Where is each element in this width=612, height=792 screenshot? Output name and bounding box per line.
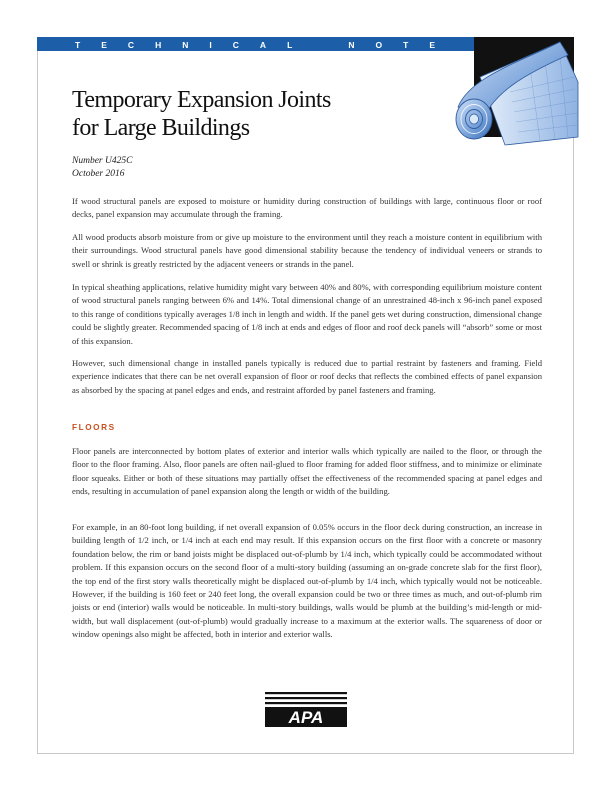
technical-note-letters — [75, 39, 435, 50]
band-letter: O — [375, 39, 383, 50]
band-letter: N — [348, 39, 355, 50]
page-title — [72, 86, 432, 142]
document-date: October 2016 — [72, 169, 125, 179]
band-letter: H — [155, 39, 162, 50]
band-letter: C — [232, 39, 239, 50]
title-line: Temporary Expansion Joints — [72, 87, 331, 113]
document-number: Number U425C — [72, 156, 133, 166]
band-letter: N — [182, 39, 189, 50]
intro-paragraph: If wood structural panels are exposed to moisture or humidity during construction of buildings with large, continuous floor or roof decks, panel expansion may accumulate through the framing. — [72, 196, 542, 220]
intro-paragraph: All wood products absorb moisture from or give up moisture to the environment until they reach a moisture content in equilibrium with their surroundings. Wood structural panels have good dimensional stability because the tendency of individual veneers or strands to swell or shrink is greatly restricted by the adjacent veneers or strands in the panel. — [72, 232, 542, 269]
band-letter: E — [101, 39, 107, 50]
technical-note-band — [37, 37, 481, 51]
document-meta — [72, 155, 132, 181]
band-letter: A — [259, 39, 267, 50]
band-letter: C — [127, 39, 135, 50]
section-heading-floors: FLOORS — [72, 423, 116, 432]
intro-paragraph: However, such dimensional change in installed panels typically is reduced due to partial restraint by fasteners and framing. Field experience indicates that there can be net overall expansion of floor or roof decks that reflects the combined effects of panel expansion as absorbed by the spacing at panel edges and ends, and restraint afforded by panel fasteners and framing. — [72, 358, 542, 395]
band-letter: L — [287, 39, 293, 50]
band-letter: I — [209, 39, 212, 50]
apa-logo-text: APA — [288, 708, 324, 727]
band-letter: T — [75, 39, 81, 50]
rolled-blueprint-icon — [450, 37, 580, 147]
title-line: for Large Buildings — [72, 115, 250, 141]
apa-logo-icon — [265, 692, 347, 730]
band-letter: E — [429, 39, 435, 50]
band-letter: T — [403, 39, 409, 50]
floors-paragraph: For example, in an 80-foot long building, if net overall expansion of 0.05% occurs in the floor deck during construction, an increase in building length of 1/2 inch, or 1/4 inch at each end may result. If this expansion occurs on the first floor with a concrete or masonry foundation below, the rim or band joists might be displaced out-of-plumb by 1/4 inch, which typically could be accommodated without problem. If this expansion occurs on the second floor of a multi-story building (assuming an on-grade concrete slab for the first floor), the top end of the first story walls theoretically might be displaced out-of-plumb by 1/4 inch, which typically would not be noticeable. However, if the building is 160 feet or 240 feet long, the overall expansion could be two or three times as much, and out-of-plumb rim joists or end (interior) walls would be noticeable. In multi-story buildings, walls would be plumb at the building’s mid-length or mid-width, but wall displacement (out-of-plumb) would gradually increase to a maximum at the exterior walls. The squareness of door or window openings also might be affected, both in interior and exterior walls. — [72, 522, 542, 640]
intro-paragraph: In typical sheathing applications, relative humidity might vary between 40% and 80%, with corresponding equilibrium moisture content of wood structural panels ranging between 6% and 14%. Total dimensional change of an unrestrained 48-inch x 96-inch panel exposed to this range of conditions typically averages 1/8 inch in length and width. If the panel gets wet during construction, dimensional change could be slightly greater. Recommended spacing of 1/8 inch at ends and edges of floor and roof deck panels will “absorb” some or most of this expansion. — [72, 282, 542, 346]
floors-paragraph: Floor panels are interconnected by bottom plates of exterior and interior walls which typically are nailed to the floor, or through the floor to the floor framing. Also, floor panels are often nail-glued to floor framing for added floor stiffness, and to minimize or eliminate floor squeaks. Either or both of these situations may partially offset the effectiveness of the recommended spacing at panel edges and ends, resulting in accumulation of panel expansion along the length or width of the building. — [72, 446, 542, 497]
